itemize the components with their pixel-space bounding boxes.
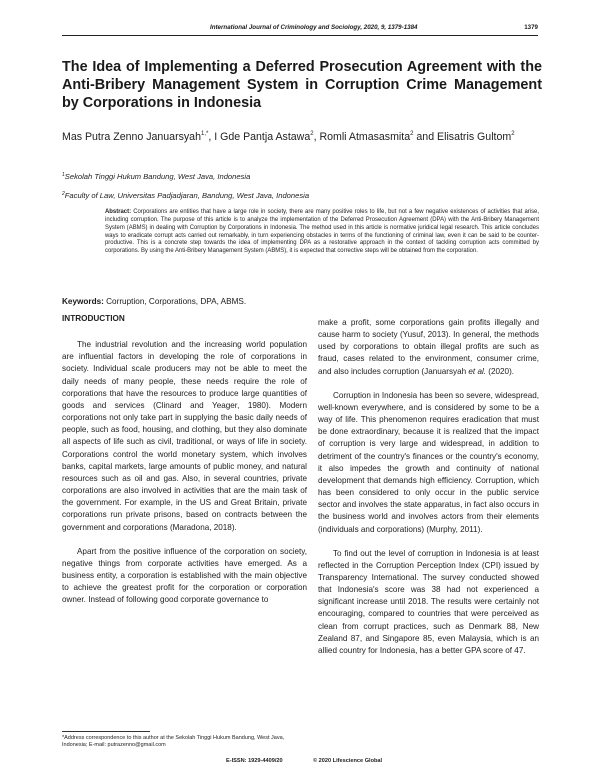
author-affiliation-mark: 1,* [200,131,209,137]
author-affiliation-mark: 2 [511,131,515,137]
abstract-text: Corporations are entities that have a large role in society, there are many positive roles to life, but not a few negative existences of activities that arise, including corruption. The purpose of this article is to analyze the implementation of the Deferred Prosecution Agreement (DPA) with the Anti-Bribery Management System (ABMS) in dealing with Corruption by Corporations in Indonesia. The method used in this article is normative juridical legal research. This article concludes ways to eradicate corrupt acts carried out remarkably, in turn experiencing obstacles in terms of the functioning of criminal law, even it can be said to be counter-productive. This is a concrete step towards the idea of implementing DPA as a restorative approach in the context of tackling corruption acts committed by corporations. By using the Anti-Bribery Management System (ABMS), it is expected that corrective steps will be obtained from the corporation. [105,209,539,255]
affiliation-number: 1 [62,172,65,178]
author-name: Elisatris Gultom [437,131,512,143]
footnote-rule [62,731,150,732]
affiliation-number: 2 [62,191,65,197]
author-separator: , [208,131,215,143]
abstract-label: Abstract: [105,209,132,215]
affiliation-text: Sekolah Tinggi Hukum Bandung, West Java, Indonesia [64,172,251,181]
citation-etal: et al. [468,366,487,376]
paragraph-text: (2020). [486,366,515,376]
header-rule [62,35,538,36]
author-affiliation-mark: 2 [310,131,314,137]
page-number: 1379 [524,24,538,31]
affiliation [62,172,250,181]
body-paragraph [318,317,539,378]
running-head [62,22,538,34]
section-heading: INTRODUCTION [62,314,125,323]
correspondence-footnote: *Address correspondence to this author at the Sekolah Tinggi Hukum Bandung, West Java, Indonesia; E-mail: putrazenno@gmail.com [62,735,285,749]
body-paragraph: The industrial revolution and the increasing world population are influential factors in developing the role of corporations in society. Individual scale producers may not be able to meet the daily needs of many people, these needs require the role of corporations that have the resources to produce large quantities of goods and services (Clinard and Yeager, 1980). Modern corporations not only take part in supplying the basic daily needs of people, such as food, housing, and clothing, but they also dominate all aspects of life such as civil, traditional, or ways of life in society. Corporations control the world monetary system, which involves banks, capital markets, large amounts of public money, and natural resources such as oil and gas. Also, in several countries, private corporations are also involved in activities that are the main task of the government. For example, in the US and Great Britain, private corporations run private prisons, based on contracts between the government and corporations (Maradona, 2018). [62,340,307,532]
abstract [105,209,539,256]
affiliation [62,191,309,200]
keywords-text: Corruption, Corporations, DPA, ABMS. [106,297,247,306]
body-column-right [318,317,539,657]
body-paragraph: Apart from the positive influence of the corporation on society, negative things from corporate activities have emerged. As a business entity, a corporation is established with the main objective to achieve the greatest profit for the corporation or corporation owner. Instead of following good corporate governance to [62,546,307,605]
body-paragraph: To find out the level of corruption in Indonesia is at least reflected in the Corruption Perception Index (CPI) issued by Transparency International. The survey conducted showed that Indonesia's score was 38 had not experienced a significant increase until 2018. The results were certainly not encouraging, compared to countries that were perceived as clean from corrupt practices, such as Denmark 88, New Zealand 87, and Singapore 85, even Malaysia, which is an allied country for Indonesia, has a better GPA score of 47. [318,548,539,655]
author-affiliation-mark: 2 [410,131,414,137]
copyright: © 2020 Lifescience Global [313,758,383,764]
author-list [62,127,532,145]
body-paragraph: Corruption in Indonesia has been so severe, widespread, well-known everywhere, and is considered by some to be a way of life. This phenomenon requires eradication that must be done extraordinary, because it is realized that the impact of corruption is very large and widespread, in addition to detriment of the country's finances or the country's economy, it also impedes the growth and continuity of national development that demands high efficiency. Corruption, which has been considered to only occur in the public service sector and involves the state apparatus, in fact also occurs in the business world and involves actors from their elements (individuals and corporations) (Murphy, 2011). [318,390,539,534]
author-name: Mas Putra Zenno Januarsyah [62,131,201,143]
body-column-left [62,313,307,606]
eissn: E-ISSN: 1929-4409/20 [226,758,283,764]
author-name: I Gde Pantja Astawa [214,131,311,143]
author-name: Romli Atmasasmita [319,131,411,143]
journal-citation: International Journal of Criminology and Sociology, 2020, 9, 1379-1384 [210,24,418,31]
keywords-label: Keywords: [62,297,104,306]
keywords [62,297,246,306]
article-title: The Idea of Implementing a Deferred Prosecution Agreement with the Anti-Bribery Management System in Corruption Crime Management by Corporations in Indonesia [62,59,542,111]
author-separator: , [313,131,320,143]
author-separator: and [413,131,438,143]
paragraph-text: make a profit, some corporations gain profits illegally and cause harm to society (Yusuf, 2013). In general, the methods used by corporations to obtain illegal profits are such as fraud, cases related to the environment, consumer crime, and also includes corruption (Januarsyah [318,318,539,376]
affiliation-text: Faculty of Law, Universitas Padjadjaran, Bandung, West Java, Indonesia [64,191,310,200]
